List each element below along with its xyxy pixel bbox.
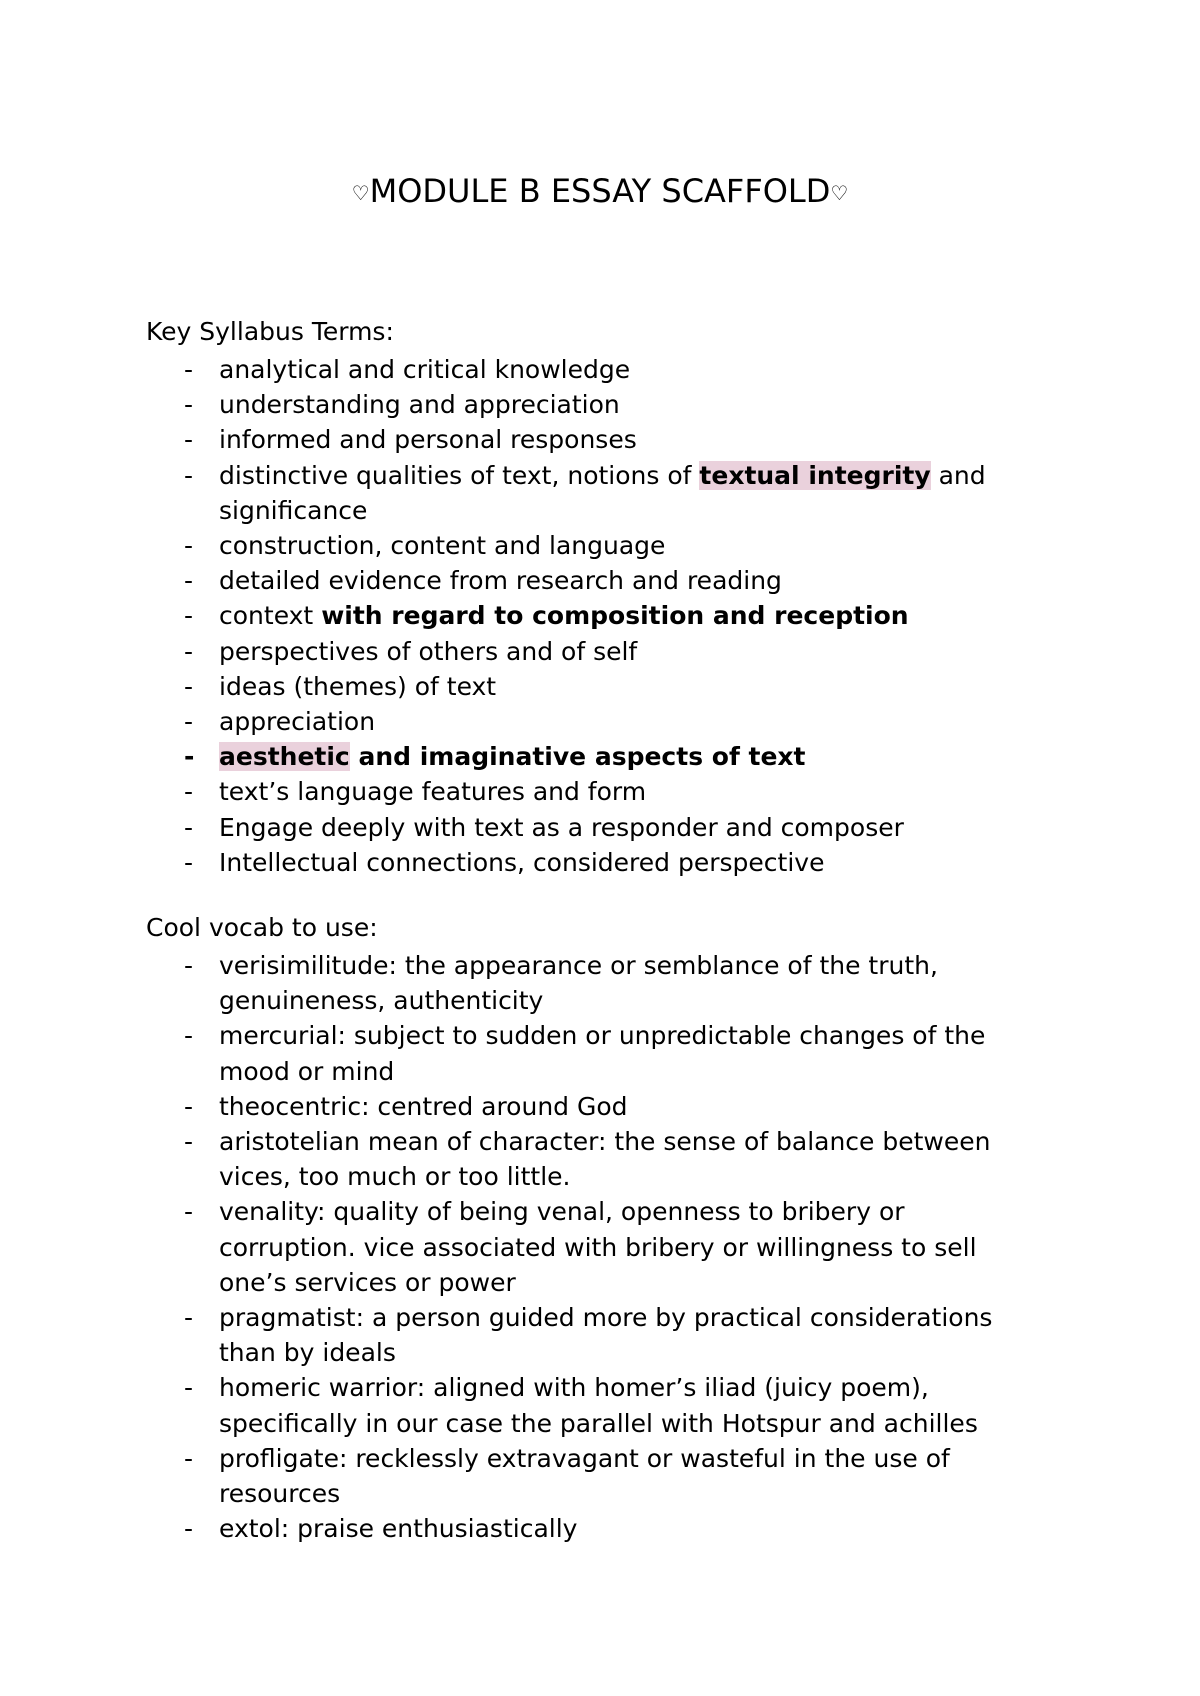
page-title — [0, 172, 1200, 210]
list-item: - distinctive qualities of text, notions of textual integrity and significance — [184, 460, 986, 525]
highlighted-term: textual integrity — [699, 460, 931, 490]
list-item: - homeric warrior: aligned with homer’s iliad (juicy poem), specifically in our case the parallel with Hotspur and achilles — [184, 1373, 978, 1438]
bold-phrase: with regard to composition and reception — [321, 601, 909, 631]
list-item: - pragmatist: a person guided more by practical considerations than by ideals — [184, 1303, 993, 1368]
list-item: - Intellectual connections, considered perspective — [184, 847, 825, 877]
list-item: - detailed evidence from research and reading — [184, 566, 782, 596]
list-item: - text’s language features and form — [184, 777, 647, 807]
vocab-heading: Cool vocab to use: — [146, 913, 378, 942]
list-item: - mercurial: subject to sudden or unpredictable changes of the mood or mind — [184, 1021, 986, 1086]
list-item: - perspectives of others and of self — [184, 636, 638, 666]
list-item: - profligate: recklessly extravagant or wasteful in the use of resources — [184, 1443, 950, 1509]
list-item: - theocentric: centred around God — [184, 1091, 628, 1121]
list-item: - construction, content and language — [184, 531, 666, 561]
page-title-text: MODULE B ESSAY SCAFFOLD — [369, 172, 831, 210]
list-item: - appreciation — [184, 707, 376, 737]
list-item: - ideas (themes) of text — [184, 671, 497, 701]
heart-icon-left: ♡ — [351, 181, 370, 205]
highlighted-term: aesthetic — [219, 742, 350, 772]
syllabus-list — [146, 352, 1046, 880]
list-item: - aesthetic and imaginative aspects of text — [184, 742, 806, 772]
list-item: - extol: praise enthusiastically — [184, 1514, 578, 1544]
list-item: - context with regard to composition and reception — [184, 601, 909, 631]
list-item: - venality: quality of being venal, openness to bribery or corruption. vice associated with bribery or willingness to sell one’s services or power — [184, 1197, 977, 1297]
syllabus-heading: Key Syllabus Terms: — [146, 317, 394, 346]
list-item: - aristotelian mean of character: the sense of balance between vices, too much or too little. — [184, 1127, 991, 1192]
heart-icon-right: ♡ — [830, 181, 849, 205]
vocab-list — [146, 948, 1046, 1546]
list-item: - analytical and critical knowledge — [184, 355, 631, 384]
list-item: - Engage deeply with text as a responder and composer — [184, 812, 904, 842]
list-item: - verisimilitude: the appearance or semblance of the truth, genuineness, authenticity — [184, 951, 938, 1016]
list-item: - understanding and appreciation — [184, 390, 620, 420]
list-item: - informed and personal responses — [184, 425, 637, 455]
